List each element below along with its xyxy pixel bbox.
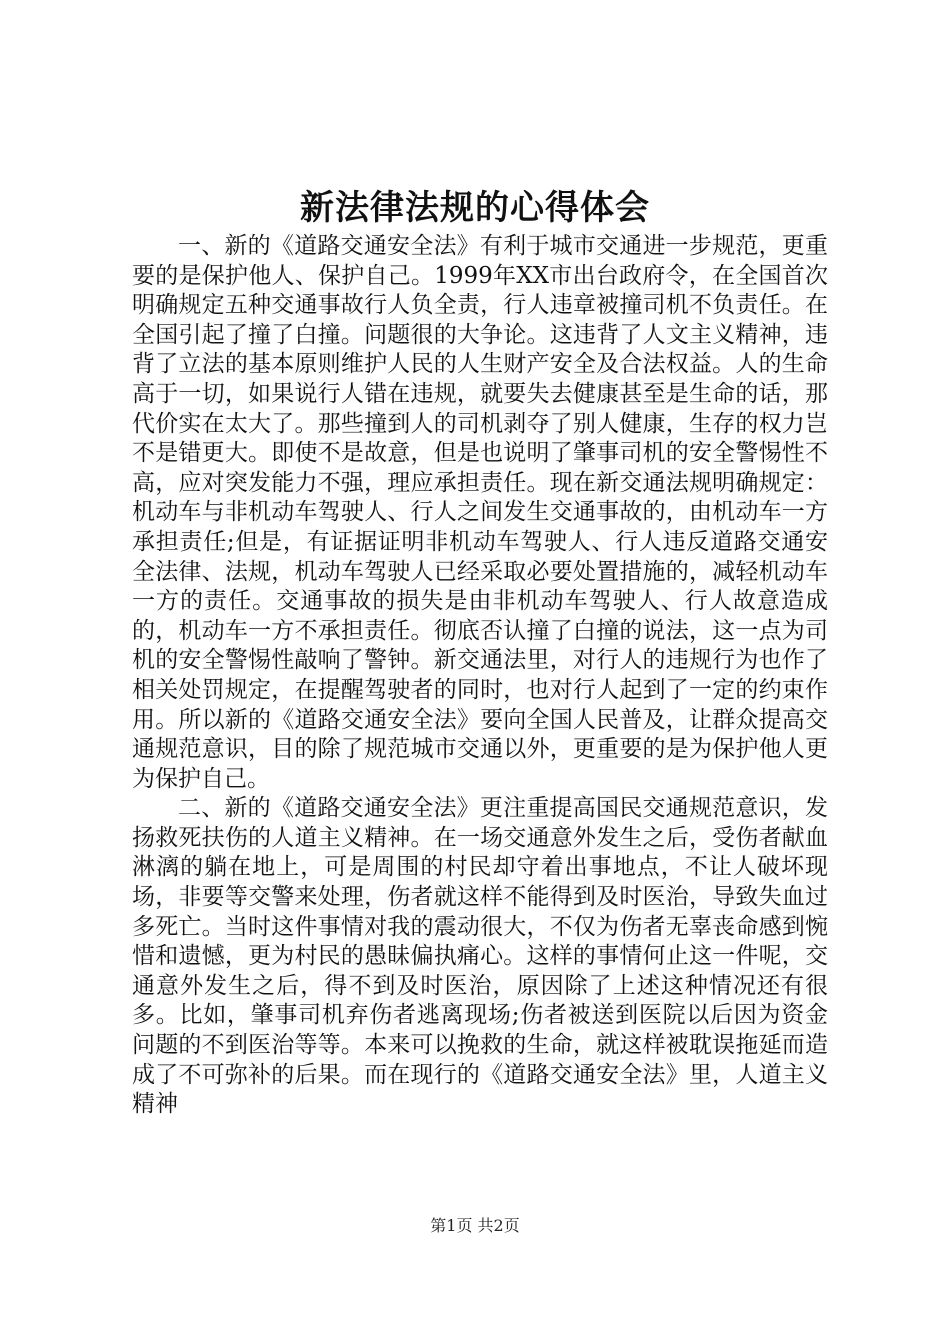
document-body (132, 232, 828, 1120)
paragraph-1: 一、新的《道路交通安全法》有利于城市交通进一步规范，更重要的是保护他人、保护自己。1999年XX市出台政府令，在全国首次明确规定五种交通事故行人负全责，行人违章被撞司机不负责任。在全国引起了撞了白撞。问题很的大争论。这违背了人文主义精神，违背了立法的基本原则维护人民的人生财产安全及合法权益。人的生命高于一切，如果说行人错在违规，就要失去健康甚至是生命的话，那代价实在太大了。那些撞到人的司机剥夺了别人健康，生存的权力岂不是错更大。即使不是故意，但是也说明了肇事司机的安全警惕性不高，应对突发能力不强，理应承担责任。现在新交通法规明确规定：机动车与非机动车驾驶人、行人之间发生交通事故的，由机动车一方承担责任;但是，有证据证明非机动车驾驶人、行人违反道路交通安全法律、法规，机动车驾驶人已经采取必要处置措施的，减轻机动车一方的责任。交通事故的损失是由非机动车驾驶人、行人故意造成的，机动车一方不承担责任。彻底否认撞了白撞的说法，这一点为司机的安全警惕性敲响了警钟。新交通法里，对行人的违规行为也作了相关处罚规定，在提醒驾驶者的同时，也对行人起到了一定的约束作用。所以新的《道路交通安全法》要向全国人民普及，让群众提高交通规范意识，目的除了规范城市交通以外，更重要的是为保护他人更为保护自己。 (132, 233, 828, 792)
paragraph-2: 二、新的《道路交通安全法》更注重提高国民交通规范意识，发扬救死扶伤的人道主义精神。在一场交通意外发生之后，受伤者献血淋漓的躺在地上，可是周围的村民却守着出事地点，不让人破坏现场，非要等交警来处理，伤者就这样不能得到及时医治，导致失血过多死亡。当时这件事情对我的震动很大，不仅为伤者无辜丧命感到惋惜和遗憾，更为村民的愚昧偏执痛心。这样的事情何止这一件呢，交通意外发生之后，得不到及时医治，原因除了上述这种情况还有很多。比如，肇事司机弃伤者逃离现场;伤者被送到医院以后因为资金问题的不到医治等等。本来可以挽救的生命，就这样被耽误拖延而造成了不可弥补的后果。而在现行的《道路交通安全法》里，人道主义精神 (132, 795, 828, 1118)
document-title: 新法律法规的心得体会 (300, 188, 650, 228)
page-number-footer: 第1页 共2页 (430, 1216, 520, 1235)
